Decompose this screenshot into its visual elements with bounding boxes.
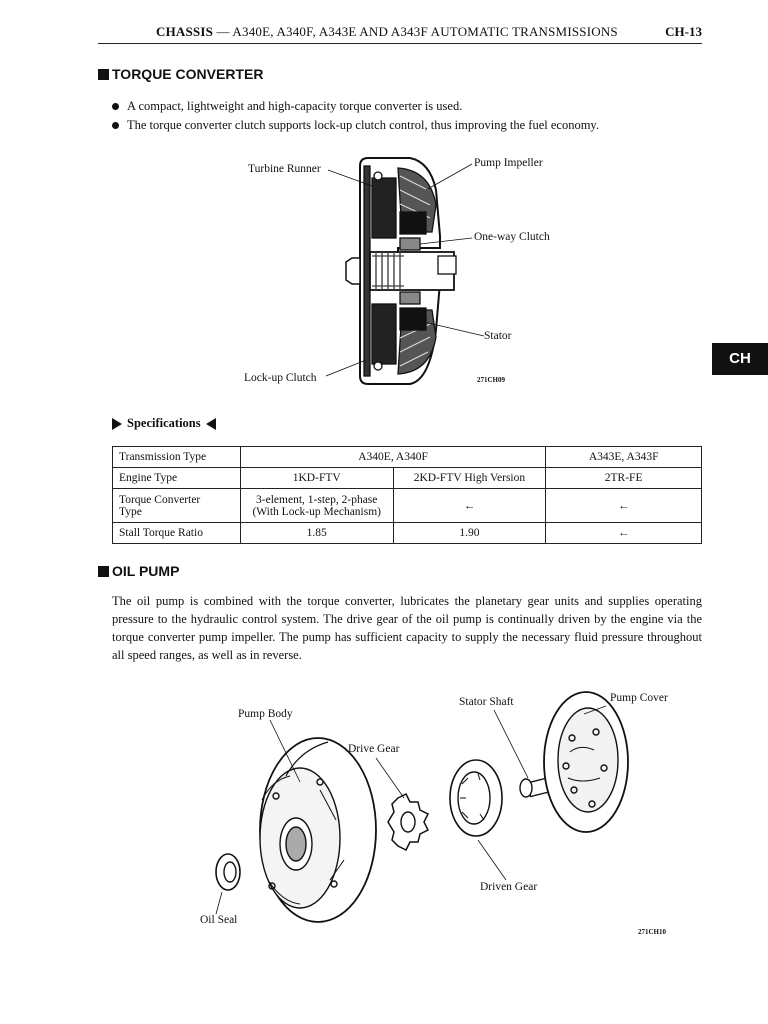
specifications-table	[112, 446, 702, 544]
label-pump-body: Pump Body	[238, 708, 293, 720]
table-cell: 1.90	[393, 523, 546, 544]
table-cell: 1KD-FTV	[240, 468, 393, 489]
table-row	[113, 468, 702, 489]
oil-pump-heading: OIL PUMP	[98, 563, 179, 579]
section-square-icon	[98, 566, 109, 577]
table-cell: 1.85	[240, 523, 393, 544]
label-pump-impeller: Pump Impeller	[474, 157, 543, 169]
arrow-left-icon	[206, 418, 216, 430]
label-stator: Stator	[484, 330, 512, 342]
label-pump-cover: Pump Cover	[610, 692, 668, 704]
oil-pump-diagram	[0, 680, 768, 940]
table-row	[113, 489, 702, 523]
oil-pump-paragraph: The oil pump is combined with the torque converter, lubricates the planetary gear units and supplies operating pressure to the hydraulic control system. The drive gear of the oil pump is continually driven by the engine via the torque converter pump impeller. The pump has sufficient capacity to supply the necessary fluid pressure throughout all speed ranges, as well as in reverse.	[112, 594, 702, 662]
header-title: CHASSIS — A340E, A340F, A343E AND A343F AUTOMATIC TRANSMISSIONS	[156, 24, 618, 39]
torque-converter-heading: TORQUE CONVERTER	[98, 66, 263, 82]
table-cell: 2KD-FTV High Version	[393, 468, 546, 489]
table-cell: Stall Torque Ratio	[113, 523, 241, 544]
figure-code: 271CH09	[477, 376, 505, 384]
table-cell: 3-element, 1-step, 2-phase (With Lock-up Mechanism)	[240, 489, 393, 523]
page-number: CH-13	[665, 24, 702, 39]
table-cell: A340E, A340F	[240, 447, 545, 468]
table-cell: Engine Type	[113, 468, 241, 489]
label-one-way-clutch: One-way Clutch	[474, 231, 550, 243]
table-cell: A343E, A343F	[546, 447, 702, 468]
arrow-right-icon	[112, 418, 122, 430]
table-cell: ←	[546, 489, 702, 523]
label-lockup-clutch: Lock-up Clutch	[244, 372, 317, 384]
label-oil-seal: Oil Seal	[200, 914, 238, 926]
bullet-item: A compact, lightweight and high-capacity torque converter is used.	[112, 97, 712, 116]
table-cell: Torque Converter Type	[113, 489, 241, 523]
table-cell: ←	[393, 489, 546, 523]
table-row	[113, 447, 702, 468]
table-cell: Transmission Type	[113, 447, 241, 468]
chapter-tab: CH	[712, 343, 768, 375]
specifications-heading: Specifications	[112, 416, 216, 431]
table-cell: 2TR-FE	[546, 468, 702, 489]
label-drive-gear: Drive Gear	[348, 743, 400, 755]
table-cell: ←	[546, 523, 702, 544]
torque-converter-diagram	[0, 0, 768, 400]
bullet-item: The torque converter clutch supports lock-up clutch control, thus improving the fuel economy.	[112, 116, 712, 135]
label-driven-gear: Driven Gear	[480, 881, 538, 893]
label-turbine-runner: Turbine Runner	[248, 163, 321, 175]
label-stator-shaft: Stator Shaft	[459, 696, 514, 708]
table-row	[113, 523, 702, 544]
figure-code: 271CH10	[638, 928, 666, 936]
